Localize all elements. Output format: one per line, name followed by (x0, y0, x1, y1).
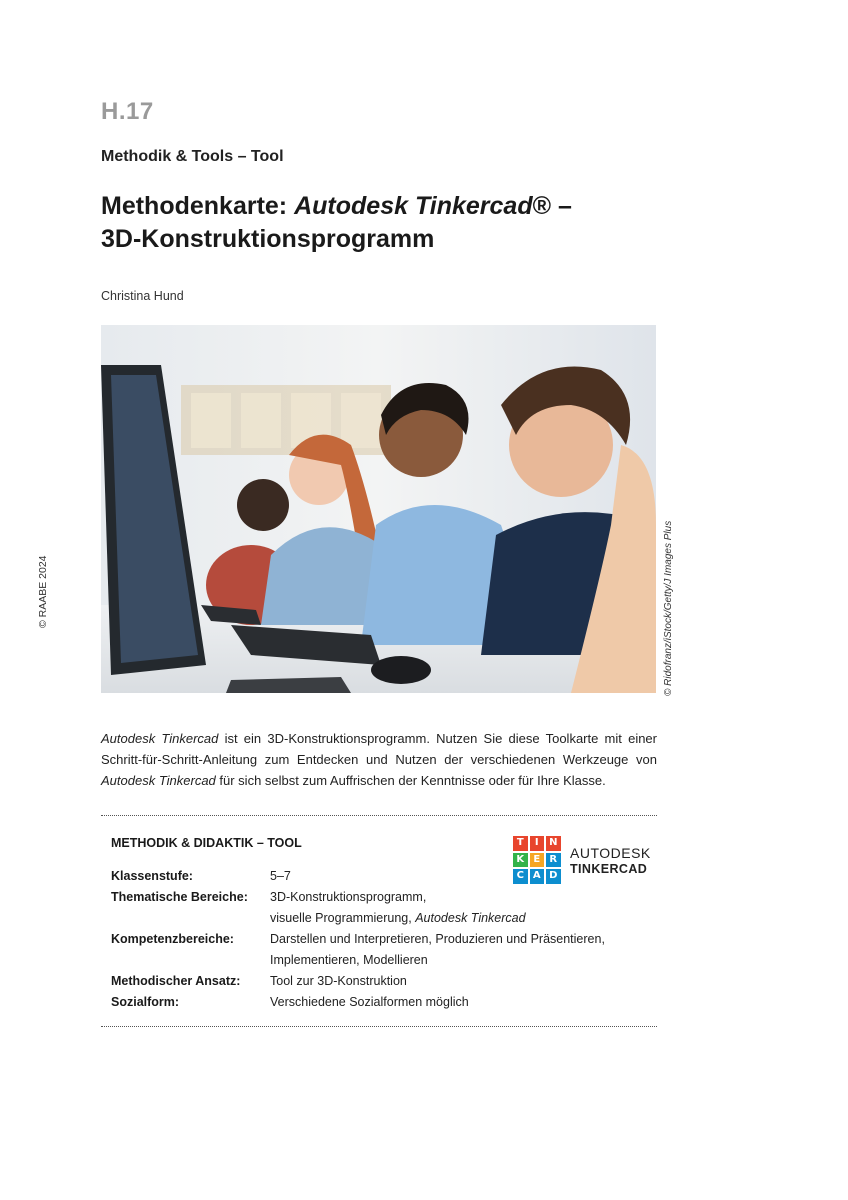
intro-paragraph (101, 728, 657, 791)
children-at-computers-illustration (101, 325, 656, 693)
intro-italic-1: Autodesk Tinkercad (101, 731, 219, 746)
info-box-table (111, 866, 651, 1013)
classroom-photo (101, 325, 656, 693)
row-value-italic: Autodesk Tinkercad (415, 911, 526, 925)
logo-cube-k: K (513, 853, 528, 868)
category-label: Methodik & Tools – Tool (101, 148, 284, 165)
logo-cube-d: D (546, 869, 561, 884)
intro-text-1: ist ein 3D-Konstruktionsprogramm. Nutzen Sie diese Toolkarte mit einer Schritt-für-Schritt-Anleitung zum Entdecken und Nutzen der verschiedenen Werkzeuge von (101, 731, 657, 767)
section-code: H.17 (101, 98, 154, 125)
logo-cube-a: A (530, 869, 545, 884)
row-value-line-1: Darstellen und Interpretieren, Produzieren und Präsentieren, (270, 932, 605, 946)
logo-cube-c: C (513, 869, 528, 884)
page-title (101, 190, 661, 256)
row-label: Kompetenzbereiche: (111, 932, 234, 946)
logo-text-tinkercad: TINKERCAD (570, 862, 648, 876)
logo-cube-i: I (530, 836, 545, 851)
row-value: 5–7 (270, 869, 291, 883)
row-value: Verschiedene Sozialformen möglich (270, 995, 469, 1009)
info-box-top-divider (101, 815, 657, 816)
title-part-2: ® – (532, 192, 572, 220)
side-copyright: © RAABE 2024 (37, 555, 49, 628)
row-value-text: visuelle Programmierung, (270, 911, 416, 925)
logo-cube-t: T (513, 836, 528, 851)
info-row (111, 971, 651, 992)
row-label: Sozialform: (111, 995, 180, 1009)
title-italic: Autodesk Tinkercad (294, 192, 533, 220)
row-value (270, 887, 651, 929)
row-label: Methodischer Ansatz: (111, 974, 241, 988)
row-value: Tool zur 3D-Konstruktion (270, 974, 407, 988)
row-label: Klassenstufe: (111, 869, 193, 883)
row-value-line-1: 3D-Konstruktionsprogramm, (270, 890, 427, 904)
title-line-2: 3D-Konstruktionsprogramm (101, 225, 435, 253)
photo-credit: © Ridofranz/iStock/Getty/J Images Plus (663, 520, 674, 696)
logo-cube-r: R (546, 853, 561, 868)
title-part-1: Methodenkarte: (101, 192, 295, 220)
info-row (111, 887, 651, 929)
logo-text-autodesk: AUTODESK (570, 845, 651, 861)
row-value-line-2: Implementieren, Modellieren (270, 953, 428, 967)
row-label: Thematische Bereiche: (111, 890, 248, 904)
info-box-heading: METHODIK & DIDAKTIK – TOOL (111, 836, 302, 850)
intro-italic-2: Autodesk Tinkercad (101, 773, 216, 788)
intro-text-2: für sich selbst zum Auffrischen der Kenntnisse oder für Ihre Klasse. (215, 773, 606, 788)
author-name: Christina Hund (101, 289, 184, 303)
info-row (111, 929, 651, 971)
info-row (111, 866, 651, 887)
row-value (270, 929, 651, 971)
info-box-bottom-divider (101, 1026, 657, 1027)
logo-cube-e: E (530, 853, 545, 868)
row-value-line-2 (270, 908, 651, 929)
logo-cube-n: N (546, 836, 561, 851)
info-row (111, 992, 651, 1013)
